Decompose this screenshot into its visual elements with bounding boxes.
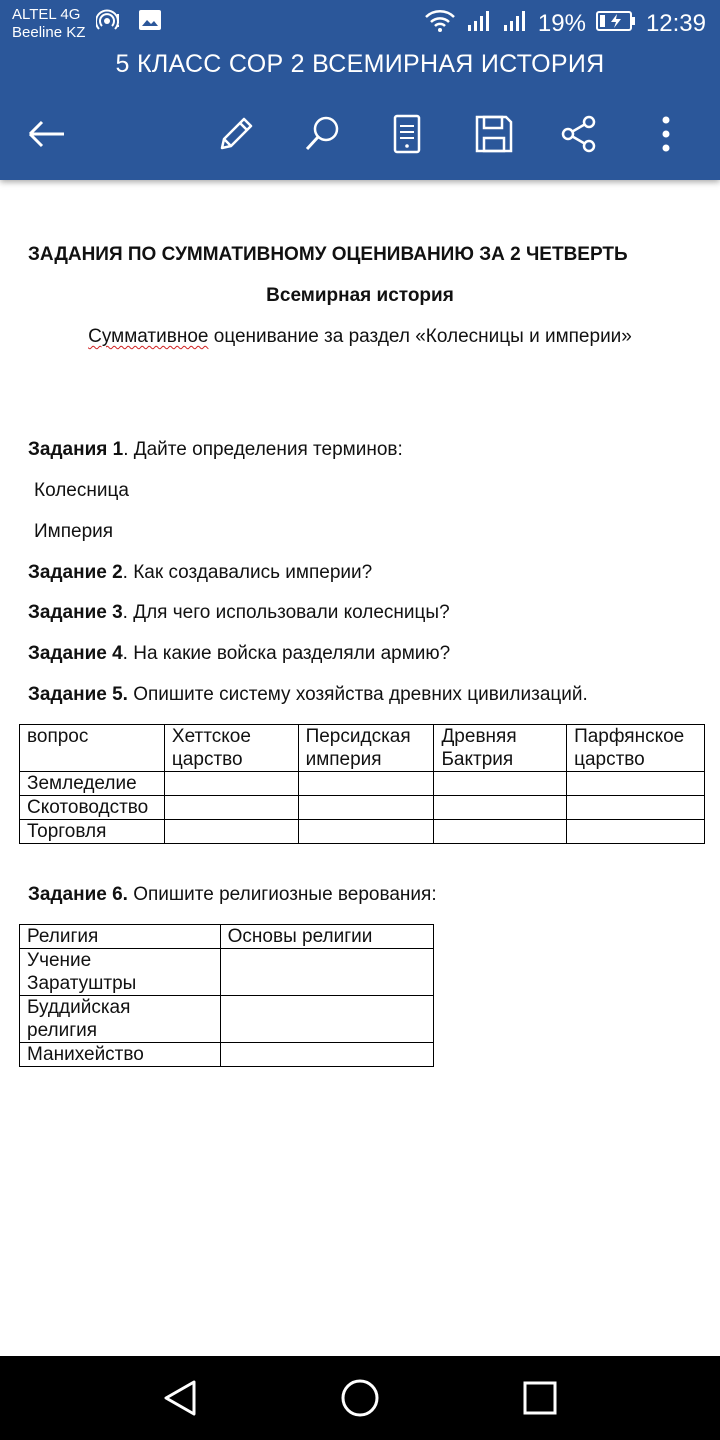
share-button[interactable] (557, 112, 601, 156)
table-row-label: Учение Заратуштры (20, 949, 221, 996)
back-arrow-icon (26, 119, 66, 149)
clock: 12:39 (645, 10, 706, 37)
share-icon (559, 114, 599, 154)
table-cell (164, 820, 298, 844)
status-right (424, 6, 706, 42)
table-header-cell: вопрос (20, 725, 165, 772)
table-row (20, 996, 434, 1043)
table-cell (298, 820, 434, 844)
table-row-label: Буддийская религия (20, 996, 221, 1043)
wifi-icon (424, 9, 456, 40)
edit-pencil-icon (216, 114, 256, 154)
table-row (20, 949, 434, 996)
hotspot-icon (96, 8, 122, 39)
table-cell (220, 1043, 433, 1067)
table-header-cell: Персидская империя (298, 725, 434, 772)
more-vert-icon (660, 114, 672, 154)
home-circle-icon (340, 1378, 380, 1418)
task-6-text: Опишите религиозные верования: (127, 884, 437, 905)
term-2: Империя (34, 521, 114, 542)
doc-section (0, 326, 720, 348)
table-row-label: Скотоводство (20, 796, 165, 820)
table-cell (434, 772, 567, 796)
economy-table (19, 724, 705, 844)
carrier-line-1: ALTEL 4G (12, 6, 81, 23)
table-cell (567, 772, 705, 796)
battery-percent: 19% (537, 10, 586, 37)
task-3-label: Задание 3 (28, 602, 123, 623)
back-button[interactable] (24, 112, 68, 156)
task-1 (28, 439, 403, 461)
status-bar (0, 0, 720, 46)
table-row (20, 796, 705, 820)
task-4-label: Задание 4 (28, 643, 123, 664)
doc-subject: Всемирная история (266, 285, 454, 306)
table-row (20, 772, 705, 796)
task-2-text: . Как создавались империи? (122, 562, 373, 583)
table-cell (220, 949, 433, 996)
search-icon (302, 114, 342, 154)
religion-table (19, 924, 434, 1067)
table-row (20, 820, 705, 844)
nav-back-button[interactable] (158, 1376, 202, 1420)
back-triangle-icon (162, 1379, 198, 1417)
task-5-label: Задание 5. (28, 684, 128, 705)
signal-icon-1 (466, 9, 492, 40)
table-cell (434, 820, 567, 844)
table-row (20, 1043, 434, 1067)
table-cell (298, 796, 434, 820)
task-4 (28, 643, 450, 665)
task-1-text: . Дайте определения терминов: (123, 439, 403, 460)
nav-recents-button[interactable] (518, 1376, 562, 1420)
term-1: Колесница (34, 480, 129, 501)
table-row-label: Манихейство (20, 1043, 221, 1067)
table-row-label: Земледелие (20, 772, 165, 796)
more-options-button[interactable] (644, 112, 688, 156)
save-icon (474, 114, 514, 154)
task-4-text: . На какие войска разделяли армию? (122, 643, 451, 664)
table-cell (567, 820, 705, 844)
table-cell (298, 772, 434, 796)
reading-view-icon (392, 114, 422, 154)
table-cell (164, 796, 298, 820)
task-1-label: Задания 1 (28, 439, 124, 460)
table-header-row (20, 925, 434, 949)
signal-icon-2 (502, 9, 528, 40)
carrier-line-2: Beeline KZ (12, 24, 86, 41)
table-header-cell: Религия (20, 925, 221, 949)
task-2 (28, 562, 372, 584)
task-5 (28, 684, 588, 706)
gallery-notification-icon (138, 8, 162, 37)
table-header-cell: Хеттское царство (164, 725, 298, 772)
doc-section-rest: оценивание за раздел «Колесницы и империи» (208, 326, 632, 347)
recents-square-icon (522, 1380, 558, 1416)
save-button[interactable] (472, 112, 516, 156)
table-header-cell: Основы религии (220, 925, 433, 949)
task-6 (28, 884, 437, 906)
table-cell (434, 796, 567, 820)
edit-button[interactable] (214, 112, 258, 156)
reading-view-button[interactable] (385, 112, 429, 156)
document-page[interactable] (0, 180, 720, 1356)
task-2-label: Задание 2 (28, 562, 123, 583)
task-3 (28, 602, 450, 624)
document-title: 5 КЛАСС СОР 2 ВСЕМИРНАЯ ИСТОРИЯ (115, 50, 605, 78)
app-bar (0, 0, 720, 180)
table-row-label: Торговля (20, 820, 165, 844)
search-button[interactable] (300, 112, 344, 156)
spellcheck-word[interactable]: Суммативное (88, 326, 209, 347)
task-3-text: . Для чего использовали колесницы? (122, 602, 450, 623)
task-6-label: Задание 6. (28, 884, 128, 905)
battery-charging-icon (596, 10, 636, 39)
table-header-row (20, 725, 705, 772)
table-cell (164, 772, 298, 796)
table-cell (220, 996, 433, 1043)
system-nav-bar (0, 1356, 720, 1440)
table-header-cell: Парфянское царство (567, 725, 705, 772)
task-5-text: Опишите систему хозяйства древних цивилизаций. (127, 684, 588, 705)
nav-home-button[interactable] (338, 1376, 382, 1420)
doc-heading: ЗАДАНИЯ ПО СУММАТИВНОМУ ОЦЕНИВАНИЮ ЗА 2 ЧЕТВЕРТЬ (28, 244, 628, 265)
carrier-info (12, 6, 85, 42)
table-header-cell: Древняя Бактрия (434, 725, 567, 772)
table-cell (567, 796, 705, 820)
